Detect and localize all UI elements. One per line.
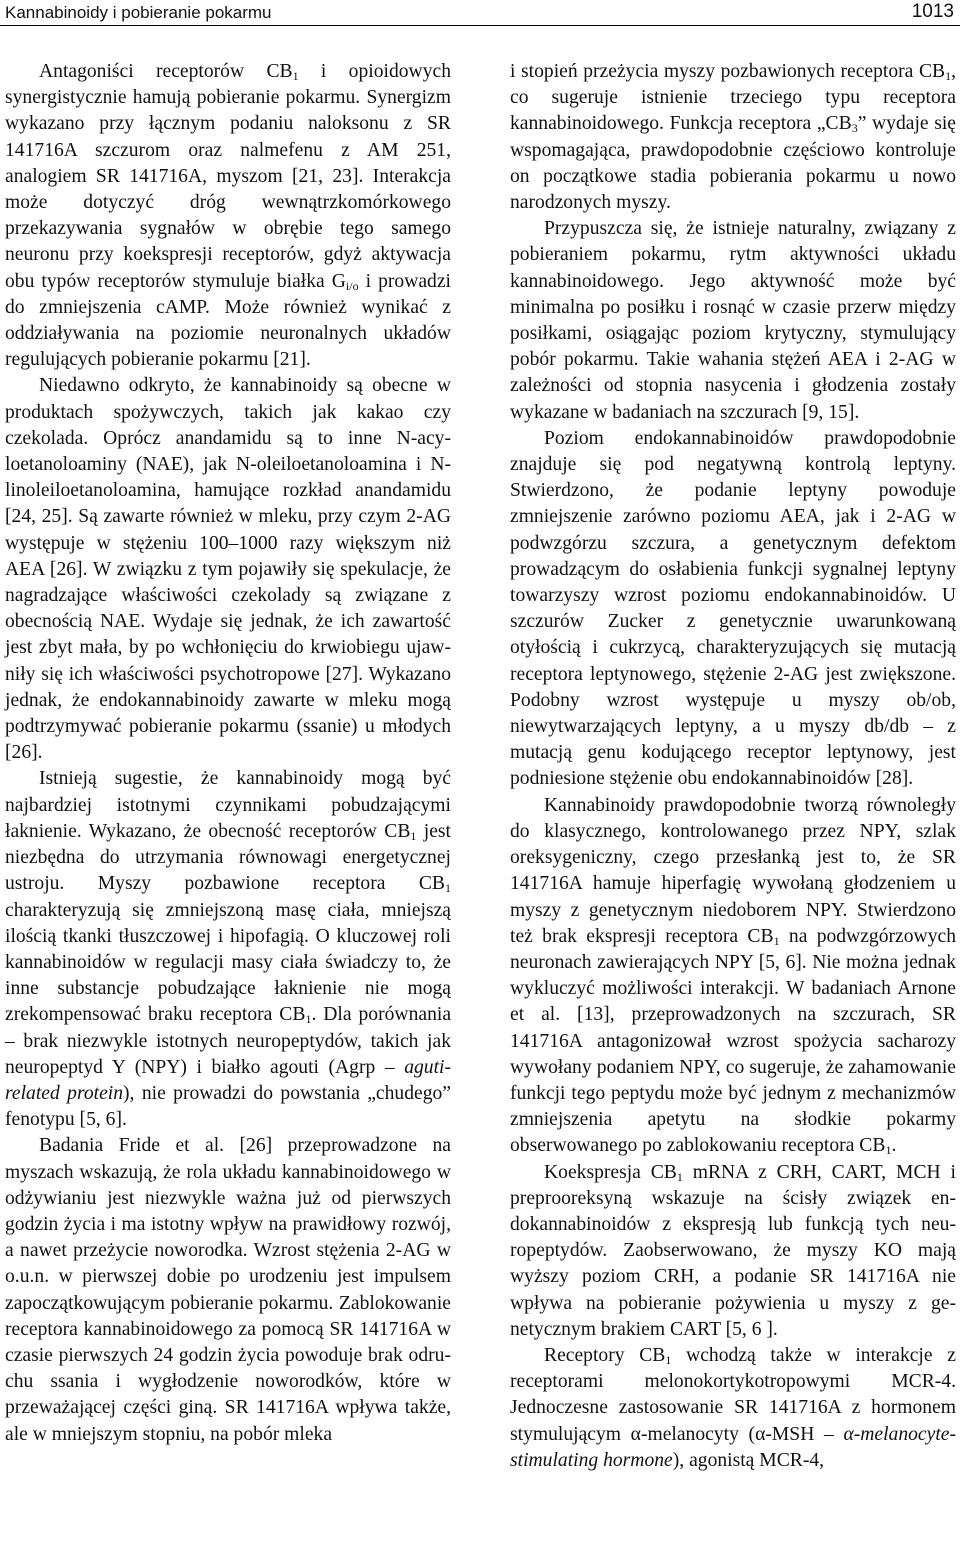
running-title: Kannabinoidy i pobieranie pokarmu: [5, 3, 272, 22]
paragraph: [510, 1343, 956, 1474]
paragraph: [510, 1160, 956, 1343]
text-run: jest niezbędna do utrzymania równowagi energetycznej ustroju. Myszy pozbawione receptora CB: [5, 820, 451, 895]
text-run: i stopień przeżycia myszy pozbawionych receptora CB: [510, 61, 946, 82]
subscript: 1: [773, 933, 780, 948]
header-rule: [0, 25, 960, 26]
text-run: ), nie prowadzi do powstania „chudego” fenotypu [5, 6].: [5, 1082, 451, 1131]
text-run: mRNA z CRH, CART, MCH i preprooreksyną wskazuje na ścisły związek endokannabinoidów z ekspresją lub funkcją tych neuropeptydów. Zaobserwowano, że myszy KO mają wyższy poziom CRH, a podanie SR 141716A nie wpływa na pobieranie pożywienia u myszy z genetycznym brakiem CART [5, 6 ].: [510, 1161, 956, 1340]
text-run: Kannabinoidy prawdopodobnie tworzą równoległy do klasycznego, kontrolowanego przez NPY, szlak oreksygeniczny, czego przesłanką jest to, że SR 141716A hamuje hiperfagię wywołaną głodzeniem u myszy z genetycznym niedoborem NPY. Stwierdzono też brak ekspresji receptora CB: [510, 794, 956, 947]
text-run: wchodzą także w interakcje z receptorami melonokortykotropowymi MCR-4. Jednoczesne zastosowanie SR 141716A z hormonem stymulującym: [510, 1344, 956, 1445]
subscript: 1: [445, 881, 451, 896]
text-run: .: [891, 1135, 897, 1157]
text-run: na podwzgórzowych neuronach zawierających NPY [5, 6]. Nie można jednak wykluczyć możliwości interakcji. W badaniach Arnone et al. [13], przeprowadzonych na szczurach, SR 141716A antagonizował wzrost spożycia sacharozy wywołany podaniem NPY, co sugeruje, że zahamowanie funkcji tego peptydu może być jednym z mechanizmów zmniejszenia apetytu na słodkie pokarmy obserwowanego po zablokowaniu receptora CB: [510, 925, 956, 1157]
text-run: -MSH –: [765, 1423, 844, 1445]
subscript: i/o: [345, 278, 359, 293]
greek-alpha: α: [755, 1423, 766, 1445]
paragraph: Przypuszcza się, że istnieje naturalny, związany z pobieraniem pokarmu, rytm aktywności układu kannabinoidowego. Jego aktywność może być minimalna po posiłku i rosnąć w czasie przerw między posiłkami, osiągając poziom krytyczny, stymulujący pobór pokarmu. Takie wahania stężeń AEA i 2-AG w zależności od stopnia nasycenia i głodzenia zostały wykazane w badaniach na szczurach [9, 15].: [510, 218, 956, 423]
text-run: Receptory CB: [544, 1344, 666, 1366]
paragraph: [5, 59, 451, 373]
text-run: . Dla porównania – brak niezwykle istotnych neuropeptydów, takich jak neuropeptyd Y (NPY) i białko agouti (Agrp –: [5, 1004, 452, 1078]
text-run: Antagoniści receptorów CB: [39, 61, 293, 82]
italic-term: α-melanocyte-stimulating hormone: [510, 1423, 956, 1471]
text-run: , co sugeruje istnienie trzeciego typu receptora kannabinoidowego. Funkcja receptora „CB: [510, 61, 956, 135]
paragraph: [510, 793, 956, 1160]
paragraph: Niedawno odkryto, że kannabinoidy są obecne w produktach spożywczych, takich jak kakao czy czekolada. Oprócz anandamidu są to inne N-acyloetanoloaminy (NAE), jak N-oleiloetanoloamina i N-linoleiloetanoloamina, hamujące rozkład anandamidu [24, 25]. Są zawarte również w mleku, przy czym 2-AG występuje w stężeniu 100–1000 razy większym niż AEA [26]. W związku z tym pojawiły się spekulacje, że nagradzające właściwości czekolady są związane z obecnością NAE. Wydaje się jednak, że ich zawartość jest zbyt mała, by po wchłonięciu do krwiobiegu ujawniły się ich właściwości psychotropowe [27]. Wykazano jednak, że endokannabinoidy zawarte w mleku mogą podtrzymywać pobieranie pokarmu (ssanie) u młodych [26].: [5, 375, 451, 764]
text-run: i opioidowych synergistycznie hamują pobieranie pokarmu. Synergizm wykazano przy łącznym podaniu naloksonu z SR 141716A szczurom oraz nalmefenu z AM 251, analogiem SR 141716A, myszom [21, 23]. Interakcja może dotyczyć dróg wewnątrzkomórkowego przekazywania sygnałów w obrębie tego samego neuronu przy koekspresji receptorów, gdyż aktywacja obu typów receptorów stymuluje białka G: [5, 61, 451, 292]
subscript: 1: [885, 1143, 892, 1158]
paragraph: Badania Fride et al. [26] przeprowadzone na myszach wskazują, że rola układu kannabinoidowego w odżywianiu jest niezwykle ważna już od pierwszych godzin życia i ma istotny wpływ na prawidłowy rozwój, a nawet przeżycie noworodka. Wzrost stężenia 2-AG w o.u.n. w pierwszej dobie po urodzeniu jest impulsem zapoczątkowującym pobieranie pokarmu. Zablokowanie receptora kannabinoidowego za pomocą SR 141716A w czasie pierwszych 24 godzin życia powoduje brak odruchu ssania i wygłodzenie noworodków, które w przeważającej części giną. SR 141716A wpływa także, ale w mniejszym stopniu, na pobór mleka: [5, 1135, 451, 1445]
paragraph: Poziom endokannabinoidów prawdopodobnie znajduje się pod negatywną kontrolą leptyny. Stwierdzono, że podanie leptyny powoduje zmniejszenie zarówno poziomu AEA, jak i 2-AG w podwzgórzu szczura, a genetycznym defektom prowadzącym do osłabienia funkcji sygnalnej leptyny towarzyszy wzrost poziomu endokannabinoidów. U szczurów Zucker z genetycznie uwarunkowaną otyłością i cukrzycą, charakteryzujących się mutacją receptora leptynowego, stężenie 2-AG jest zwiększone. Podobny wzrost występuje u myszy ob/ob, niewytwarzających leptyny, a u myszy db/db – z mutacją genu kodującego receptor leptynowy, jest podniesione stężenie obu endokannabinoidów [28].: [510, 427, 956, 790]
text-run: charakteryzują się zmniejszoną masę ciała, mniejszą ilością tkanki tłuszczowej i hipofagią. O kluczowej roli kannabinoidów w regulacji masy ciała świadczy to, że inne substancje pobudzające łaknienie nie mogą zrekompensować braku receptora CB: [5, 899, 451, 1026]
text-run: Istnieją sugestie, że kannabinoidy mogą być najbardziej istotnymi czynnikami pobudzającymi łaknienie. Wykazano, że obecność receptorów CB: [5, 768, 451, 842]
subscript: 3: [851, 121, 858, 136]
italic-term: aguti-related protein: [5, 1056, 451, 1104]
page-number: 1013: [911, 1, 954, 22]
paragraph: [5, 766, 451, 1133]
text-run: i prowadzi do zmniejszenia cAMP. Może również wynikać z oddziaływania na poziomie neuronalnych układów regulujących pobieranie pokarmu [21].: [5, 270, 451, 371]
text-run: -melanocyty (: [640, 1423, 756, 1445]
paragraph-continued: [510, 59, 956, 216]
text-run: ), agonistą MCR-4,: [672, 1449, 825, 1471]
subscript: 1: [676, 1169, 683, 1184]
subscript: 1: [945, 69, 952, 83]
left-column: [5, 59, 451, 1448]
right-column: [510, 59, 956, 1474]
subscript: 1: [665, 1352, 672, 1367]
text-run: ” wydaje się wspomagająca, prawdopodobnie częściowo kontroluje on początkowe stadia pobierania pokarmu u nowo narodzonych myszy.: [510, 113, 956, 214]
text-run: Koekspresja CB: [544, 1161, 677, 1183]
greek-alpha: α: [630, 1423, 641, 1445]
subscript: 1: [292, 69, 299, 83]
subscript: 1: [410, 828, 417, 843]
running-head: [0, 0, 960, 26]
subscript: 1: [305, 1012, 312, 1027]
